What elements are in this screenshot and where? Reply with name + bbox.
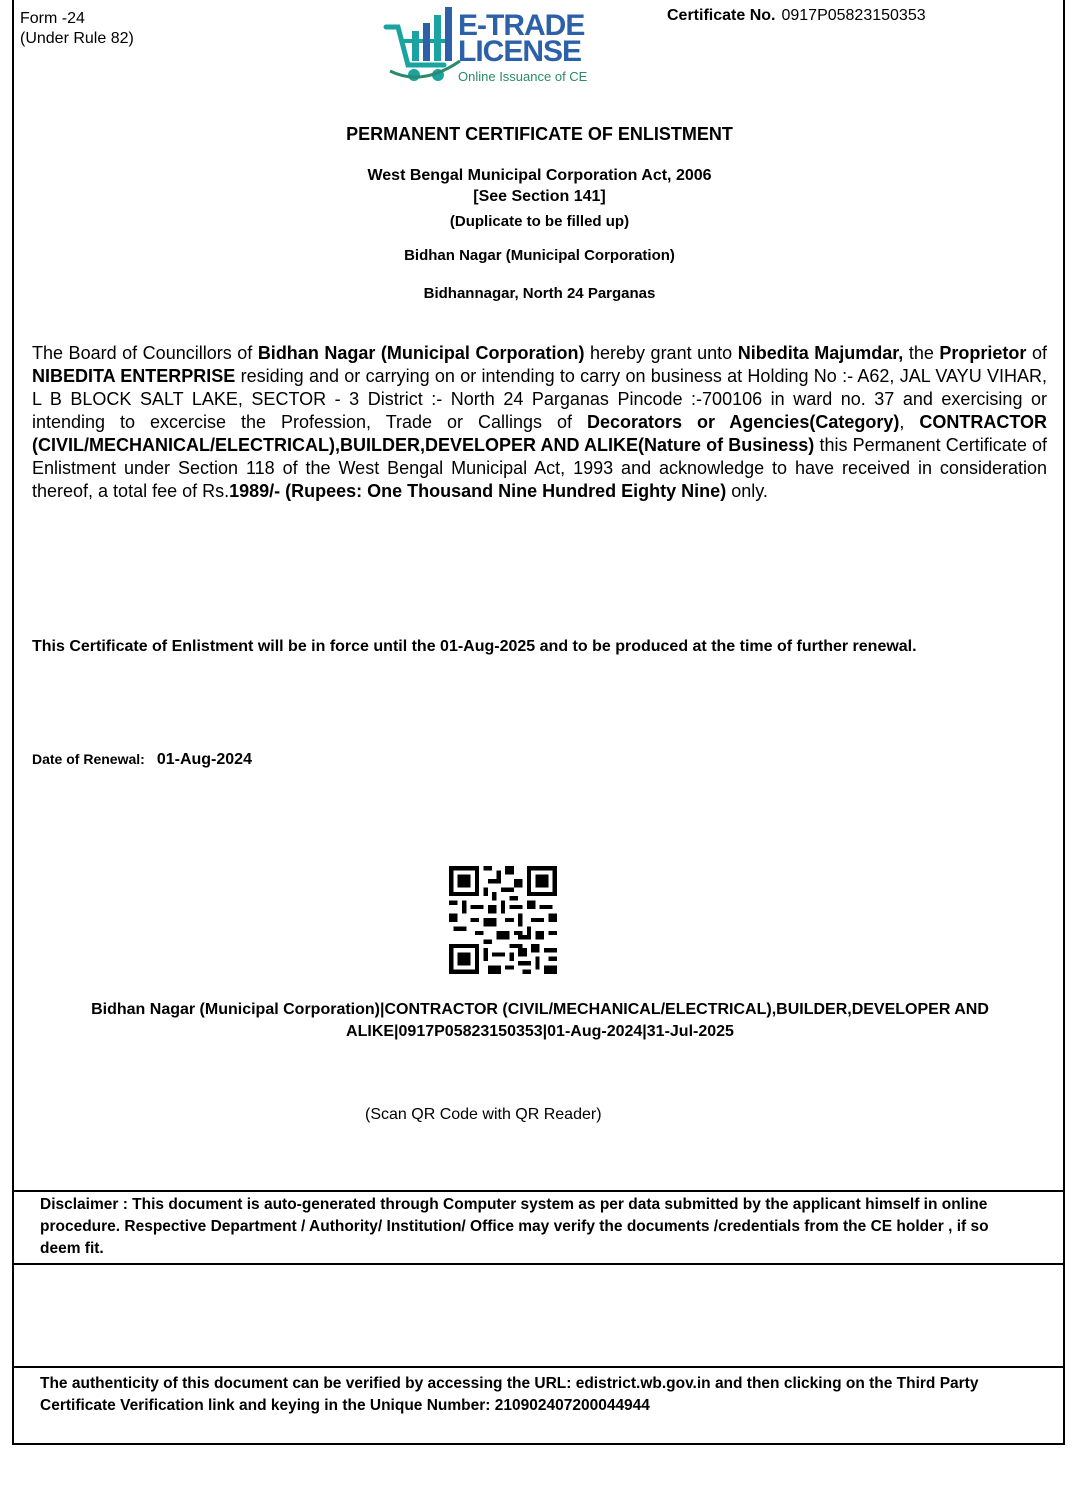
qr-code-icon: [448, 866, 558, 974]
trade-category: Decorators or Agencies(Category): [586, 412, 900, 432]
disclaimer-box: [12, 1190, 1065, 1265]
certificate-label: Certificate No.: [667, 7, 776, 24]
text-span: the: [903, 343, 940, 363]
grant-paragraph: [32, 342, 1047, 503]
form-number: [20, 9, 134, 49]
renewal-label: Date of Renewal:: [32, 751, 145, 767]
qr-caption: Bidhan Nagar (Municipal Corporation)|CONTRACTOR (CIVIL/MECHANICAL/ELECTRICAL),BUILDER,DEVELOPER AND ALIKE|0917P05823150353|01-Aug-2024|31-Jul-2025: [91, 1001, 989, 1040]
text-span: this Permanent Certificate of Enlistment under Section 118 of the West Bengal Municipal Act, 1993 and acknowledge to have received in consideration thereof, a total fee of Rs.: [32, 435, 1047, 501]
form-line: Form -24: [20, 10, 85, 27]
logo-line1: E-TRADE: [458, 9, 585, 42]
etrade-license-logo: [382, 5, 597, 87]
renewal-date: [32, 751, 252, 769]
verification-box: [12, 1366, 1065, 1445]
address-text: residing and or carrying on or intending to carry on business at Holding No :- A62, JAL VAYU VIHAR, L B BLOCK SALT LAKE, SECTOR - 3 District :- North 24 Parganas Pincode :-700106 in ward no. 37 and exercising or intending to excercise the Profession, Trade or Callings of: [32, 366, 1047, 432]
cart-icon: [382, 5, 462, 87]
act-name: West Bengal Municipal Corporation Act, 2006: [367, 167, 712, 184]
certificate-value: 0917P05823150353: [781, 7, 926, 24]
certificate-number: [667, 7, 926, 25]
validity-statement: This Certificate of Enlistment will be in force until the 01-Aug-2025 and to be produced at the time of further renewal.: [32, 638, 917, 655]
business-nature: CONTRACTOR (CIVIL/MECHANICAL/ELECTRICAL),BUILDER,DEVELOPER AND ALIKE(Nature of Business): [32, 412, 1047, 455]
corporation-bold: Bidhan Nagar (Municipal Corporation): [257, 343, 585, 363]
logo-text: [458, 9, 588, 84]
text-span: of: [1026, 343, 1047, 363]
text-span: ,: [899, 412, 920, 432]
logo-tagline: Online Issuance of CE: [458, 69, 588, 84]
text-span: hereby grant unto: [584, 343, 738, 363]
duplicate-note: (Duplicate to be filled up): [449, 213, 630, 230]
fee-amount: 1989/- (Rupees: One Thousand Nine Hundred Eighty Nine): [229, 481, 727, 501]
renewal-value: 01-Aug-2024: [156, 751, 252, 768]
text-span: The Board of Councillors of: [32, 343, 258, 363]
corporation-location: Bidhannagar, North 24 Parganas: [423, 285, 656, 302]
scan-instruction: (Scan QR Code with QR Reader): [365, 1106, 602, 1123]
document-title: PERMANENT CERTIFICATE OF ENLISTMENT: [346, 124, 733, 144]
holder-role: Proprietor: [939, 343, 1027, 363]
logo-line2: LICENSE: [458, 35, 582, 68]
holder-name: Nibedita Majumdar,: [737, 343, 904, 363]
disclaimer-text: Disclaimer : This document is auto-generated through Computer system as per data submitted by the applicant himself in online procedure. Respective Department / Authority/ Institution/ Office may verify the documents /credentials from the CE holder , if so deem fit.: [40, 1196, 989, 1257]
rule-line: (Under Rule 82): [20, 30, 134, 47]
verification-text: The authenticity of this document can be verified by accessing the URL: edistrict.wb.gov.in and then clicking on the Third Party Certificate Verification link and keying in the Unique Number: 210902407200044944: [40, 1375, 979, 1414]
section-reference: [See Section 141]: [473, 188, 606, 205]
firm-name: NIBEDITA ENTERPRISE: [32, 366, 236, 386]
text-span: only.: [726, 481, 768, 501]
corporation-name: Bidhan Nagar (Municipal Corporation): [404, 247, 675, 264]
